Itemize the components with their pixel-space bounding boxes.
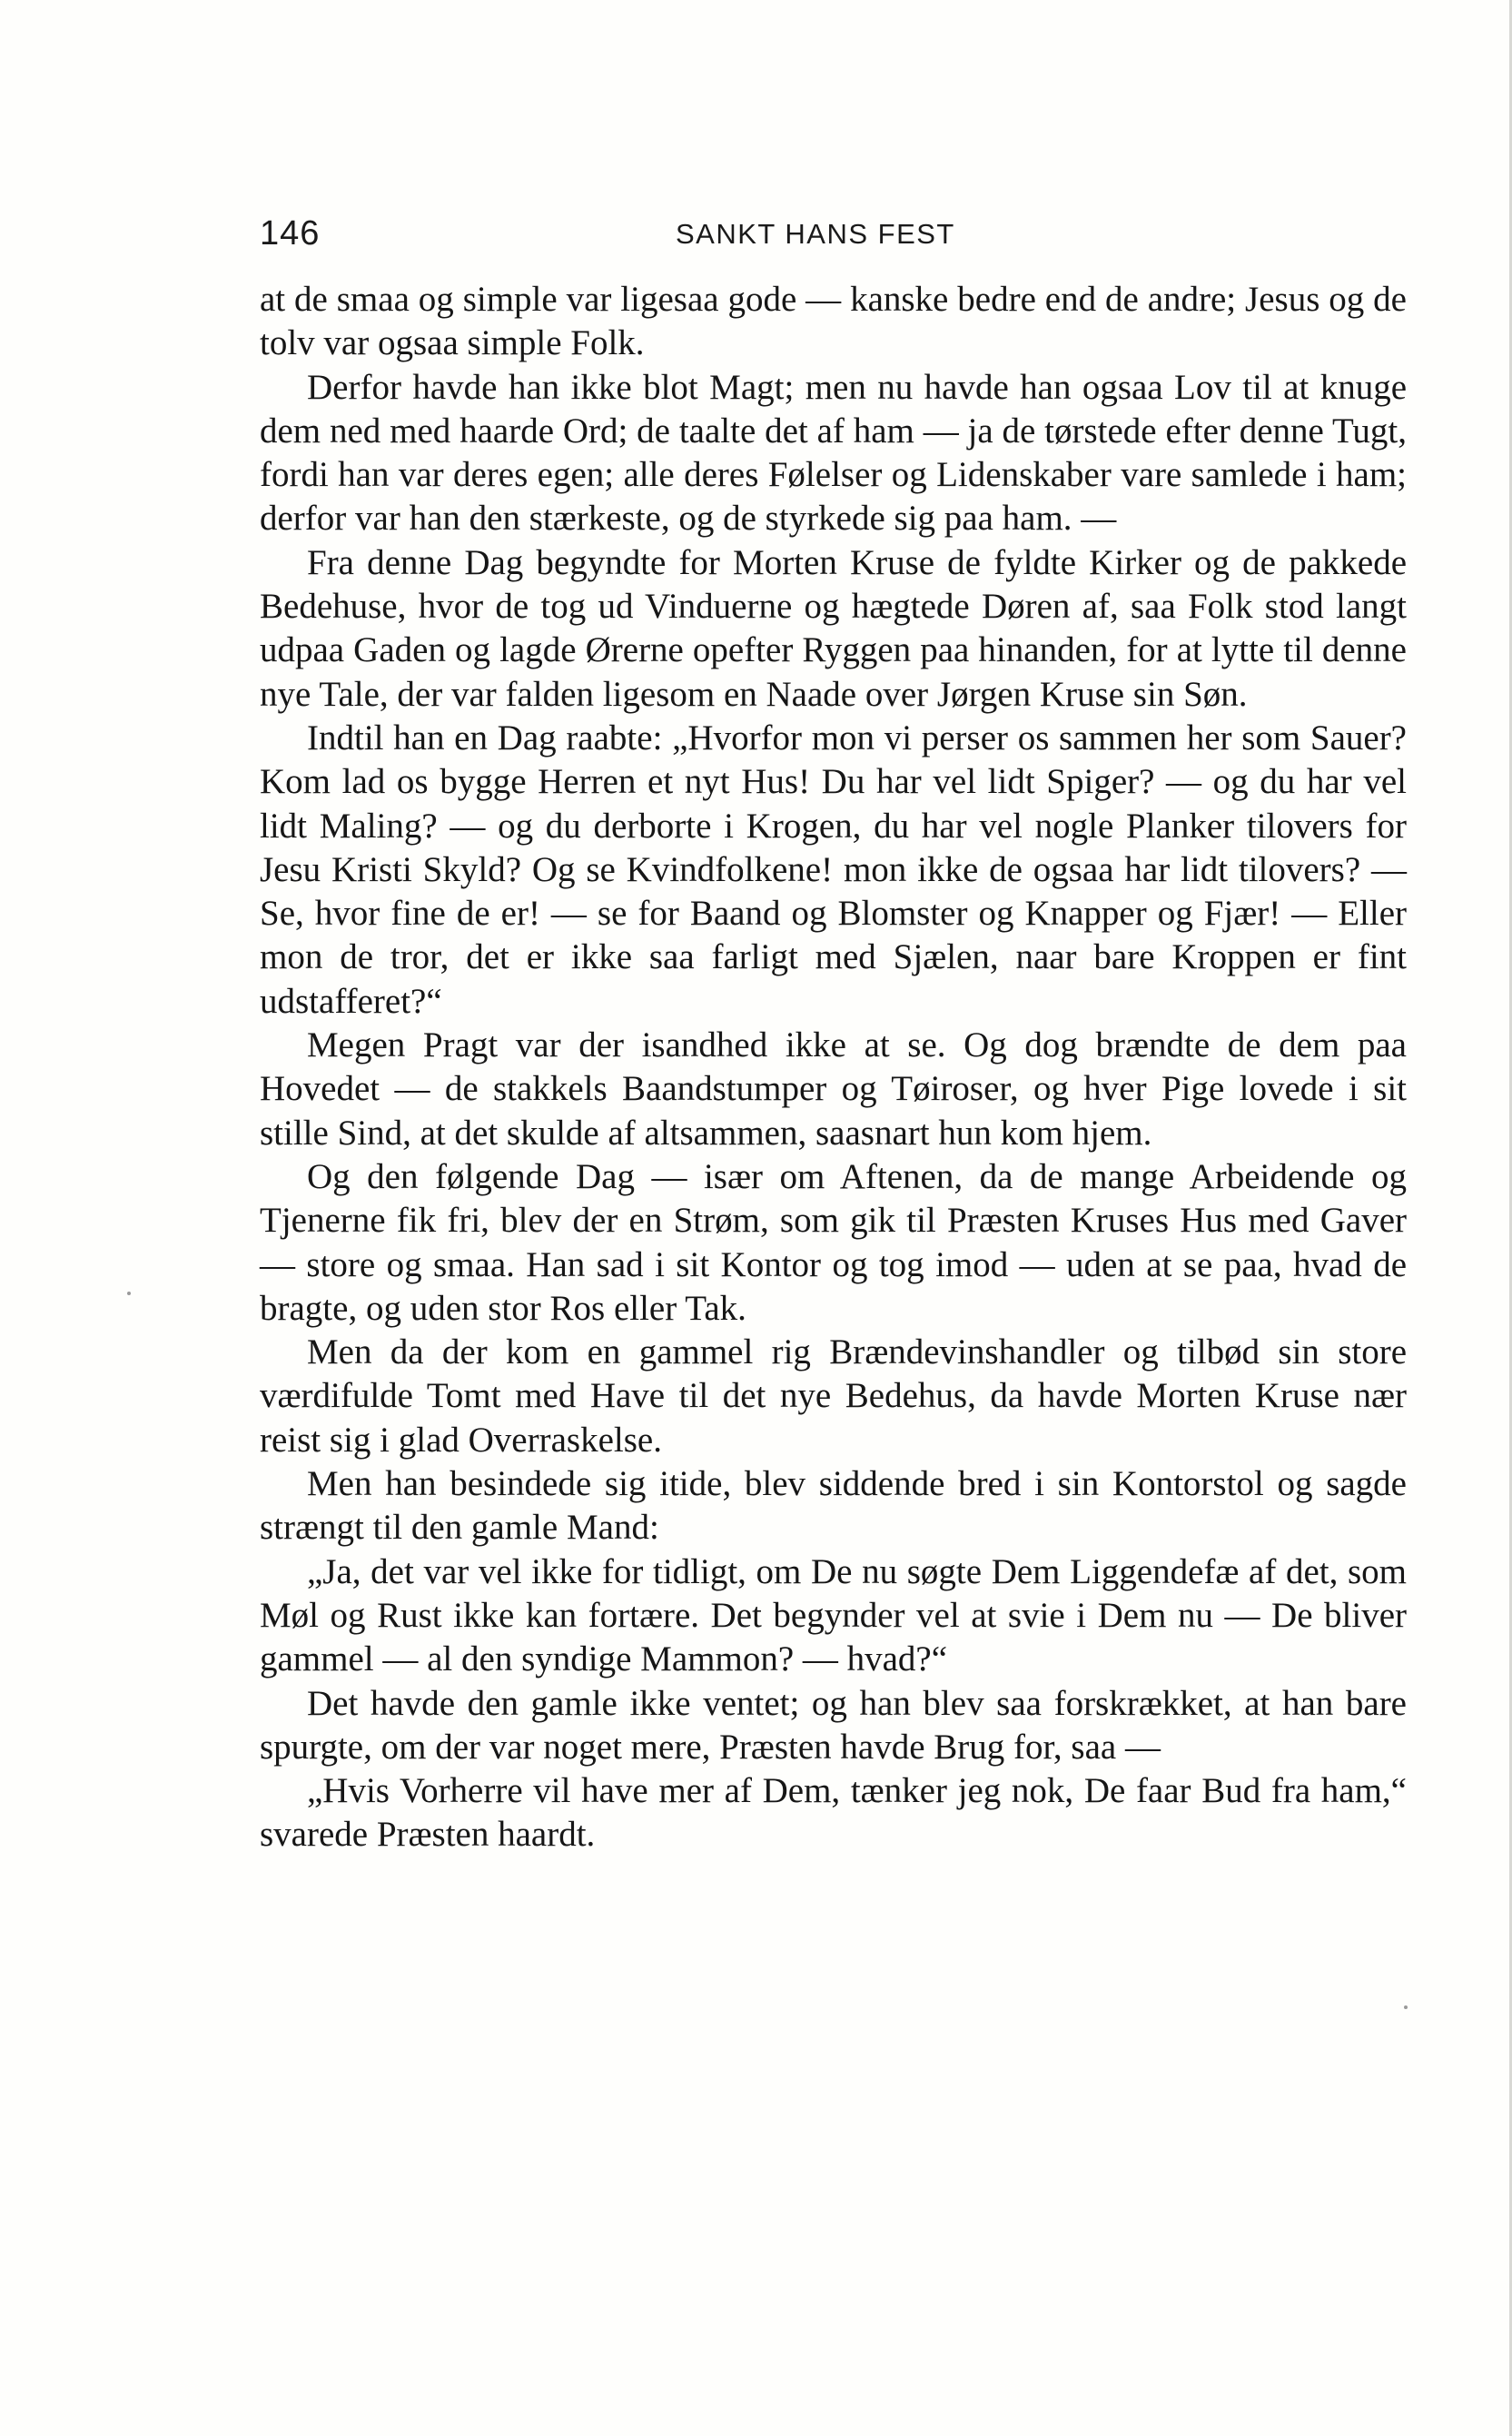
page-header [260,214,1407,260]
page-number: 146 [260,214,321,253]
paragraph: Fra denne Dag begyndte for Morten Kruse de fyldte Kirker og de pakkede Bedehuse, hvor de tog ud Vinduerne og hægtede Døren af, saa Folk stod langt udpaa Gaden og lagde Ørerne opefter Ryggen paa hinanden, for at lytte til denne nye Tale, der var falden ligesom en Naade over Jørgen Kruse sin Søn. [260,542,1407,714]
paragraph: Men da der kom en gammel rig Brændevinshandler og tilbød sin store værdifulde Tomt med Have til det nye Bedehus, da havde Morten Kruse nær reist sig i glad Overraskelse. [260,1332,1407,1460]
paper-speck [1404,2005,1408,2009]
paragraph: Men han besindede sig itide, blev siddende bred i sin Kontorstol og sagde strængt til den gamle Mand: [260,1464,1407,1548]
paragraph: Derfor havde han ikke blot Magt; men nu havde han ogsaa Lov til at knuge dem ned med haarde Ord; de taalte det af ham — ja de tørstede efter denne Tugt, fordi han var deres egen; alle deres Følelser og Lidenskaber vare samlede i ham; derfor var han den stærkeste, og de styrkede sig paa ham. — [260,367,1407,539]
running-title: SANKT HANS FEST [676,218,955,250]
paragraph: Indtil han en Dag raabte: „Hvorfor mon vi perser os sammen her som Sauer? Kom lad os bygge Herren et nyt Hus! Du har vel lidt Spiger? — og du har vel lidt Maling? — og du derborte i Krogen, du har vel nogle Planker tilovers for Jesu Kristi Skyld? Og se Kvindfolkene! mon ikke de ogsaa har lidt tilovers? — Se, hvor fine de er! — se for Baand og Blomster og Knapper og Fjær! — Eller mon de tror, det er ikke saa farligt med Sjælen, naar bare Kroppen er fint udstafferet?“ [260,718,1407,1021]
body-text [260,278,1407,1857]
paper-speck [127,1292,131,1295]
paragraph: at de smaa og simple var ligesaa gode — kanske bedre end de andre; Jesus og de tolv var ogsaa simple Folk. [260,280,1407,363]
paragraph: „Hvis Vorherre vil have mer af Dem, tænker jeg nok, De faar Bud fra ham,“ svarede Præsten haardt. [260,1771,1407,1855]
paragraph: Megen Pragt var der isandhed ikke at se. Og dog brændte de dem paa Hovedet — de stakkels Baandstumper og Tøiroser, og hver Pige lovede i sit stille Sind, at det skulde af altsammen, saasnart hun kom hjem. [260,1025,1407,1153]
paragraph: Og den følgende Dag — især om Aftenen, da de mange Arbeidende og Tjenerne fik fri, blev der en Strøm, som gik til Præsten Kruses Hus med Gaver — store og smaa. Han sad i sit Kontor og tog imod — uden at se paa, hvad de bragte, og uden stor Ros eller Tak. [260,1156,1407,1328]
paragraph: Det havde den gamle ikke ventet; og han blev saa forskrækket, at han bare spurgte, om der var noget mere, Præsten havde Brug for, saa — [260,1683,1407,1767]
paragraph: „Ja, det var vel ikke for tidligt, om De nu søgte Dem Liggendefæ af det, som Møl og Rust ikke kan fortære. Det begynder vel at svie i Dem nu — De bliver gammel — al den syndige Mammon? — hvad?“ [260,1551,1407,1679]
